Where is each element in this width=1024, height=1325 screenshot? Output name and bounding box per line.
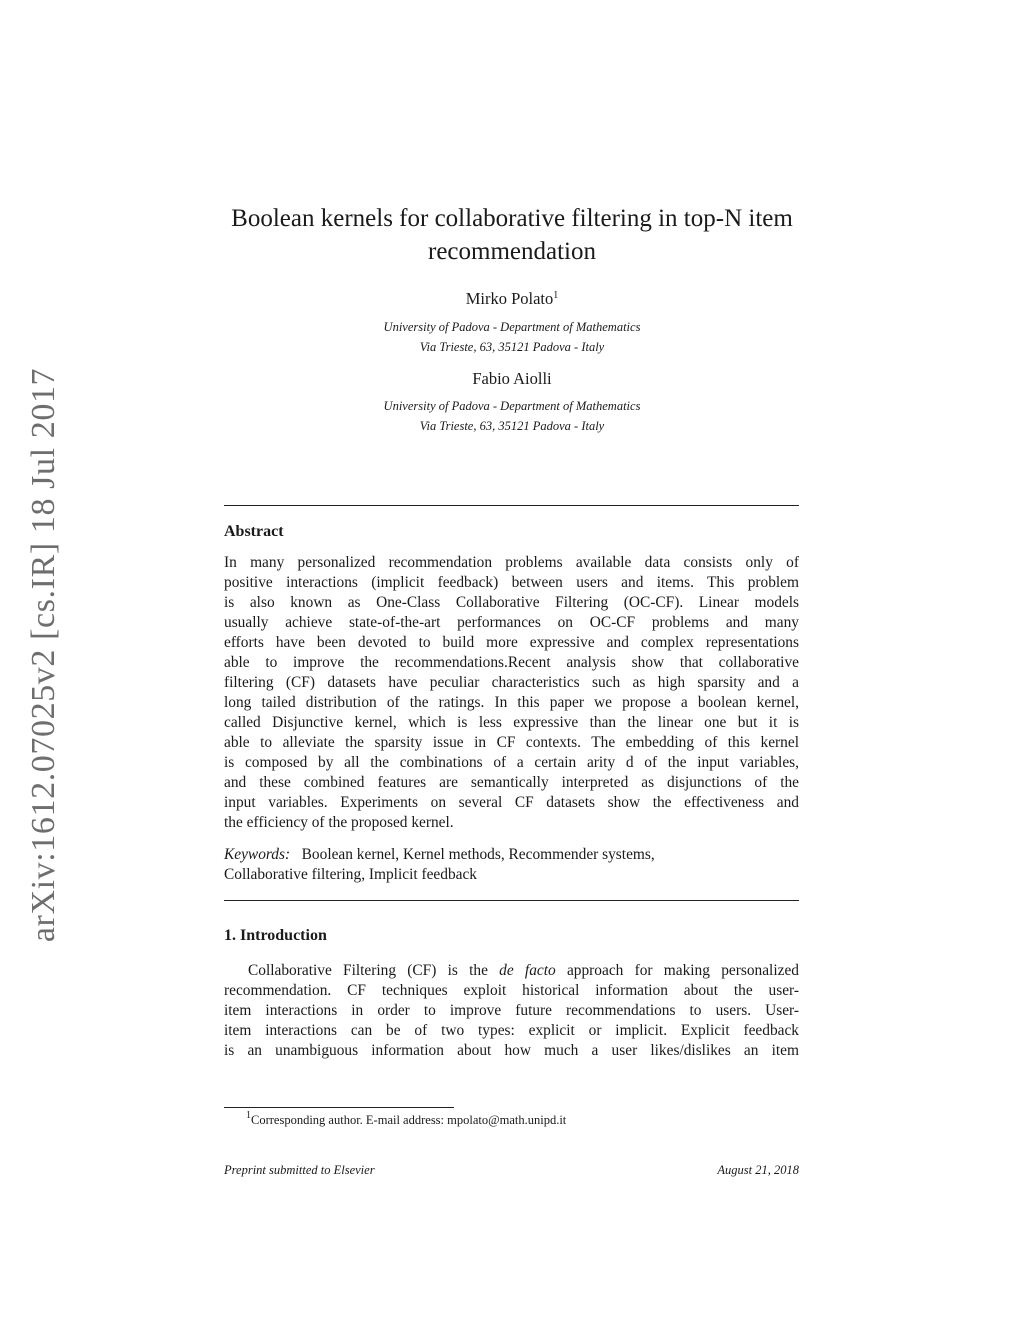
intro-emphasis-de-facto: de facto <box>499 962 556 979</box>
abstract-body <box>224 553 799 833</box>
keywords-list-1: Boolean kernel, Kernel methods, Recommender systems, <box>301 846 655 863</box>
abstract-line: the efficiency of the proposed kernel. <box>224 814 454 831</box>
intro-line: item interactions can be of two types: explicit or implicit. Explicit feedback <box>224 1022 799 1039</box>
abstract-line: able to alleviate the sparsity issue in CF contexts. The embedding of this kernel <box>224 734 799 751</box>
author-2-affiliation <box>200 396 824 436</box>
footnote <box>246 1110 567 1128</box>
author-1-name-text: Mirko Polato <box>465 289 554 308</box>
abstract-line: called Disjunctive kernel, which is less expressive than the linear one but it is <box>224 714 799 731</box>
author-2-address-line: Via Trieste, 63, 35121 Padova - Italy <box>419 419 605 433</box>
author-1-footnote-mark: 1 <box>553 290 559 301</box>
abstract-line: able to improve the recommendations.Recent analysis show that collaborative <box>224 654 799 671</box>
abstract-line: usually achieve state-of-the-art performances on OC-CF problems and many <box>224 614 799 631</box>
author-1-name <box>200 289 824 309</box>
abstract-line: long tailed distribution of the ratings. In this paper we propose a boolean kernel, <box>224 694 799 711</box>
intro-line: is an unambiguous information about how much a user likes/dislikes an item <box>224 1042 799 1059</box>
title-line-1: Boolean kernels for collaborative filtering in top-N item <box>231 205 793 232</box>
title-line-2: recommendation <box>428 238 596 265</box>
abstract-line: is also known as One-Class Collaborative Filtering (OC-CF). Linear models <box>224 594 799 611</box>
keywords-block <box>224 845 799 885</box>
author-2-name: Fabio Aiolli <box>472 369 552 388</box>
footer-preprint-note: Preprint submitted to Elsevier <box>224 1163 375 1177</box>
abstract-heading: Abstract <box>224 523 284 540</box>
keywords-line-1 <box>224 845 799 865</box>
intro-line: item interactions in order to improve future recommendations to users. User- <box>224 1002 799 1019</box>
intro-line-1-post: approach for making personalized <box>555 962 799 979</box>
author-1-address-line: Via Trieste, 63, 35121 Padova - Italy <box>419 340 605 354</box>
abstract-line: input variables. Experiments on several CF datasets show the effectiveness and <box>224 794 799 811</box>
footnote-mark: 1 <box>246 1110 251 1121</box>
introduction-body <box>224 961 799 1061</box>
intro-line-1-pre: Collaborative Filtering (CF) is the <box>248 962 500 979</box>
abstract-top-rule <box>224 505 799 506</box>
author-1-affiliation-line: University of Padova - Department of Mathematics <box>383 320 641 334</box>
intro-line: recommendation. CF techniques exploit historical information about the user- <box>224 982 799 999</box>
abstract-line: positive interactions (implicit feedback) between users and items. This problem <box>224 574 799 591</box>
abstract-bottom-rule <box>224 900 799 901</box>
keywords-line-2: Collaborative filtering, Implicit feedback <box>224 866 477 883</box>
keywords-label: Keywords: <box>224 846 291 863</box>
abstract-line: filtering (CF) datasets have peculiar characteristics such as high sparsity and a <box>224 674 799 691</box>
intro-line-1 <box>224 961 799 981</box>
abstract-line: efforts have been devoted to build more expressive and complex representations <box>224 634 799 651</box>
arxiv-identifier: arXiv:1612.07025v2 [cs.IR] 18 Jul 2017 <box>25 367 62 943</box>
abstract-line: In many personalized recommendation problems available data consists only of <box>224 554 799 571</box>
author-2-affiliation-line: University of Padova - Department of Mathematics <box>383 399 641 413</box>
footnote-text: Corresponding author. E-mail address: mpolato@math.unipd.it <box>251 1113 567 1127</box>
abstract-line: and these combined features are semantically interpreted as disjunctions of the <box>224 774 799 791</box>
paper-title <box>200 202 824 268</box>
footer-date: August 21, 2018 <box>717 1163 799 1177</box>
footnote-rule <box>224 1107 454 1108</box>
section-heading-introduction: 1. Introduction <box>224 927 327 944</box>
author-1-affiliation <box>200 317 824 357</box>
abstract-line: is composed by all the combinations of a certain arity d of the input variables, <box>224 754 799 771</box>
